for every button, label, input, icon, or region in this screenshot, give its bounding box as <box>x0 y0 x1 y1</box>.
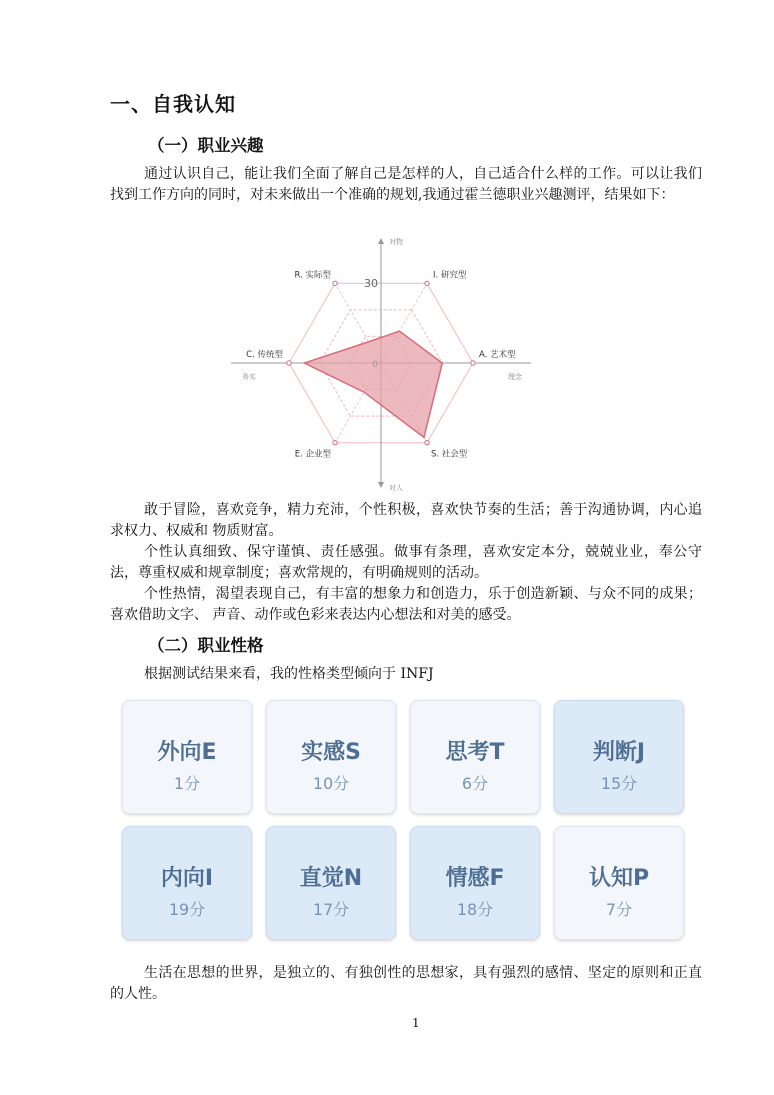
interest-paragraph-enterprising: 敢于冒险，喜欢竞争，精力充沛，个性积极，喜欢快节奏的生活；善于沟通协调，内心追求权力、权威和 物质财富。 <box>110 502 702 539</box>
radar-axis-label: S. 社会型 <box>431 449 468 460</box>
radar-vertex-point <box>425 281 429 285</box>
mbti-card-extraversion: 外向E 1分 <box>122 700 252 814</box>
direction-label-bottom: 对人 <box>389 484 403 492</box>
section-title: 一、自我认知 <box>110 92 236 116</box>
radar-axis-label: C. 传统型 <box>246 350 283 360</box>
mbti-card-feeling: 情感F 18分 <box>410 826 540 940</box>
holland-radar-chart <box>230 232 542 494</box>
personality-intro: 根据测试结果来看，我的性格类型倾向于 INFJ <box>144 666 434 682</box>
radar-axis-label: E. 企业型 <box>294 449 331 460</box>
radar-axis-label: I. 研究型 <box>433 270 467 281</box>
radar-vertex-point <box>425 440 429 444</box>
direction-label-left: 务实 <box>242 373 256 381</box>
mbti-card-introversion: 内向I 19分 <box>122 826 252 940</box>
radar-vertex-point <box>287 361 291 365</box>
radar-tick-label: 0 <box>372 360 378 370</box>
direction-label-right: 理念 <box>508 373 522 381</box>
radar-axis-label: A. 艺术型 <box>479 350 516 360</box>
mbti-card-sensing: 实感S 10分 <box>266 700 396 814</box>
mbti-score-cards <box>122 700 682 944</box>
interest-paragraph-conventional: 个性认真细致、保守谨慎、责任感强。做事有条理，喜欢安定本分，兢兢业业，奉公守法，尊重权威和规章制度；喜欢常规的，有明确规则的活动。 <box>110 544 702 581</box>
mbti-card-perceiving: 认知P 7分 <box>554 826 684 940</box>
radar-vertex-point <box>471 361 475 365</box>
direction-label-top: 对物 <box>389 238 403 246</box>
radar-data-polygon <box>304 331 442 437</box>
radar-tick-label: 30 <box>364 277 378 290</box>
radar-vertex-point <box>333 281 337 285</box>
interest-paragraph-artistic: 个性热情，渴望表现自己，有丰富的想象力和创造力，乐于创造新颖、与众不同的成果；喜欢借助文字、 声音、动作或色彩来表达内心想法和对美的感受。 <box>110 586 702 623</box>
interest-heading: （一）职业兴趣 <box>148 136 264 155</box>
interest-intro: 通过认识自己，能让我们全面了解自己是怎样的人，自己适合什么样的工作。可以让我们找到工作方向的同时，对未来做出一个准确的规划,我通过霍兰德职业兴趣测评，结果如下： <box>110 166 702 203</box>
mbti-card-intuition: 直觉N 17分 <box>266 826 396 940</box>
radar-axis-label: R. 实际型 <box>294 270 331 281</box>
mbti-card-judging: 判断J 15分 <box>554 700 684 814</box>
radar-vertex-point <box>333 440 337 444</box>
mbti-card-thinking: 思考T 6分 <box>410 700 540 814</box>
personality-heading: （二）职业性格 <box>148 636 264 655</box>
personality-conclusion: 生活在思想的世界，是独立的、有独创性的思想家，具有强烈的感情、坚定的原则和正直的人性。 <box>110 965 702 1002</box>
page-number: 1 <box>412 1016 420 1030</box>
